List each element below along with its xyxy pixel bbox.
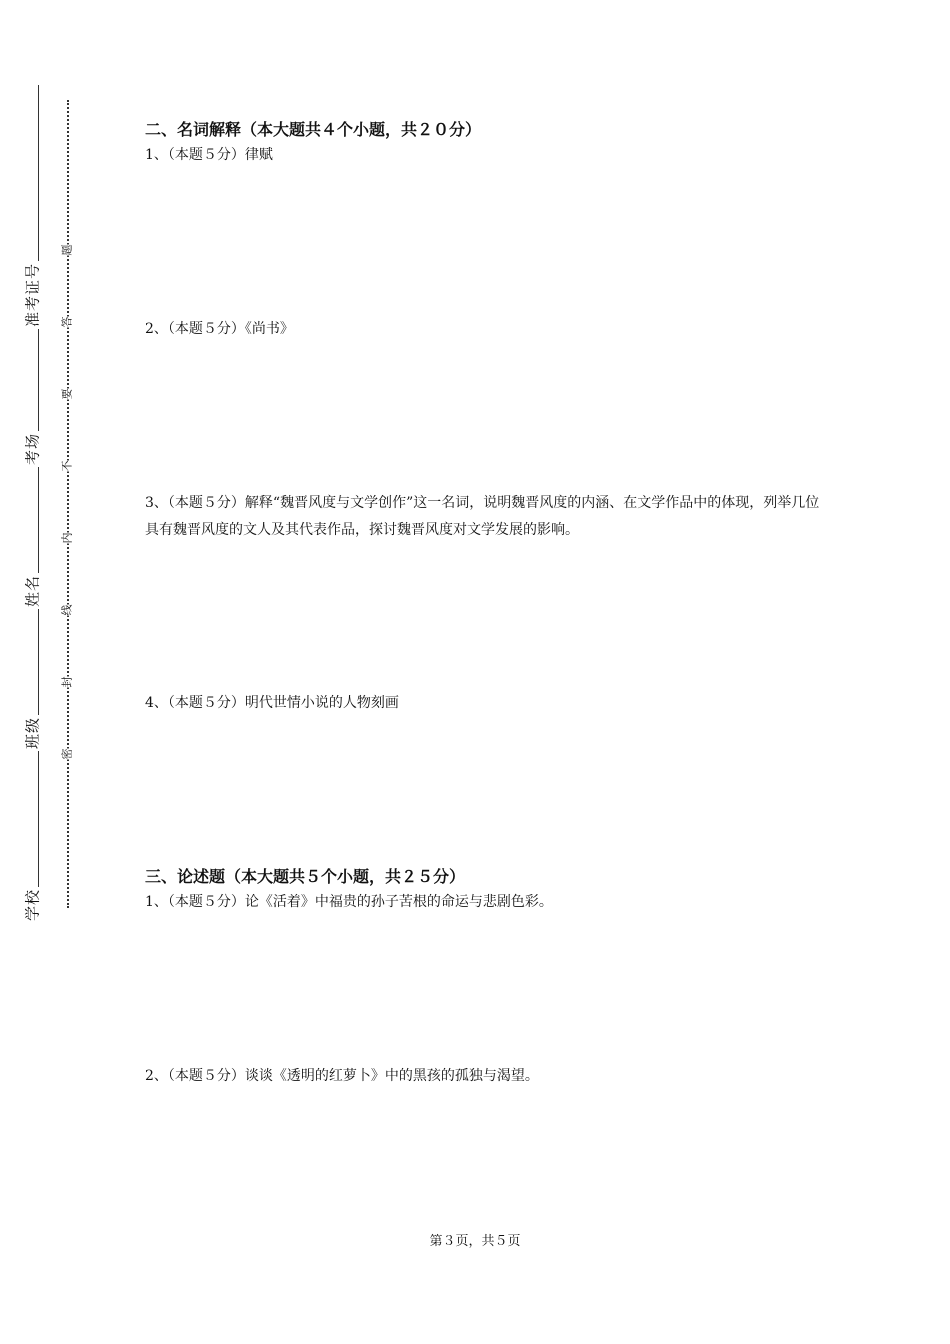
seal-char-xian: 线 <box>60 604 74 616</box>
class-label: 班级 <box>23 716 42 750</box>
question-block <box>145 690 825 717</box>
section-3-title: 三、论述题（本大题共５个小题，共２５分） <box>145 867 466 886</box>
exam-room-label: 考场 <box>23 432 42 466</box>
section-2 <box>145 118 825 169</box>
seal-char-da: 答 <box>60 316 74 328</box>
question-block <box>145 490 825 544</box>
binding-dotted-line <box>67 100 69 908</box>
school-label: 学校 <box>23 888 42 922</box>
binding-solid-line <box>38 85 39 895</box>
seal-char-nei: 内 <box>60 532 74 544</box>
page-footer: 第３页，共５页 <box>429 1234 521 1249</box>
section-2-title: 二、名词解释（本大题共４个小题，共２０分） <box>145 120 482 139</box>
question-block <box>145 1063 825 1090</box>
question-3-2: 2、（本题５分）谈谈《透明的红萝卜》中的黑孩的孤独与渴望。 <box>145 1068 539 1084</box>
question-2-1: 1、（本题５分）律赋 <box>145 147 273 163</box>
question-2-2: 2、（本题５分）《尚书》 <box>145 321 294 337</box>
name-label: 姓名 <box>23 574 42 608</box>
seal-char-yao: 要 <box>60 388 74 400</box>
seal-char-ti: 题 <box>60 244 74 256</box>
binding-margin <box>0 0 110 1344</box>
seal-char-bu: 不 <box>60 460 74 472</box>
question-2-4: 4、（本题５分）明代世情小说的人物刻画 <box>145 695 399 711</box>
seal-char-mi: 密 <box>60 748 74 760</box>
question-2-3: 3、（本题５分）解释“魏晋风度与文学创作”这一名词，说明魏晋风度的内涵、在文学作品中的体现，列举几位具有魏晋风度的文人及其代表作品，探讨魏晋风度对文学发展的影响。 <box>145 495 820 538</box>
section-3 <box>145 865 825 916</box>
question-block <box>145 316 825 343</box>
question-3-1: 1、（本题５分）论《活着》中福贵的孙子苦根的命运与悲剧色彩。 <box>145 894 553 910</box>
admission-number-label: 准考证号 <box>23 262 42 328</box>
seal-char-feng: 封 <box>60 676 74 688</box>
